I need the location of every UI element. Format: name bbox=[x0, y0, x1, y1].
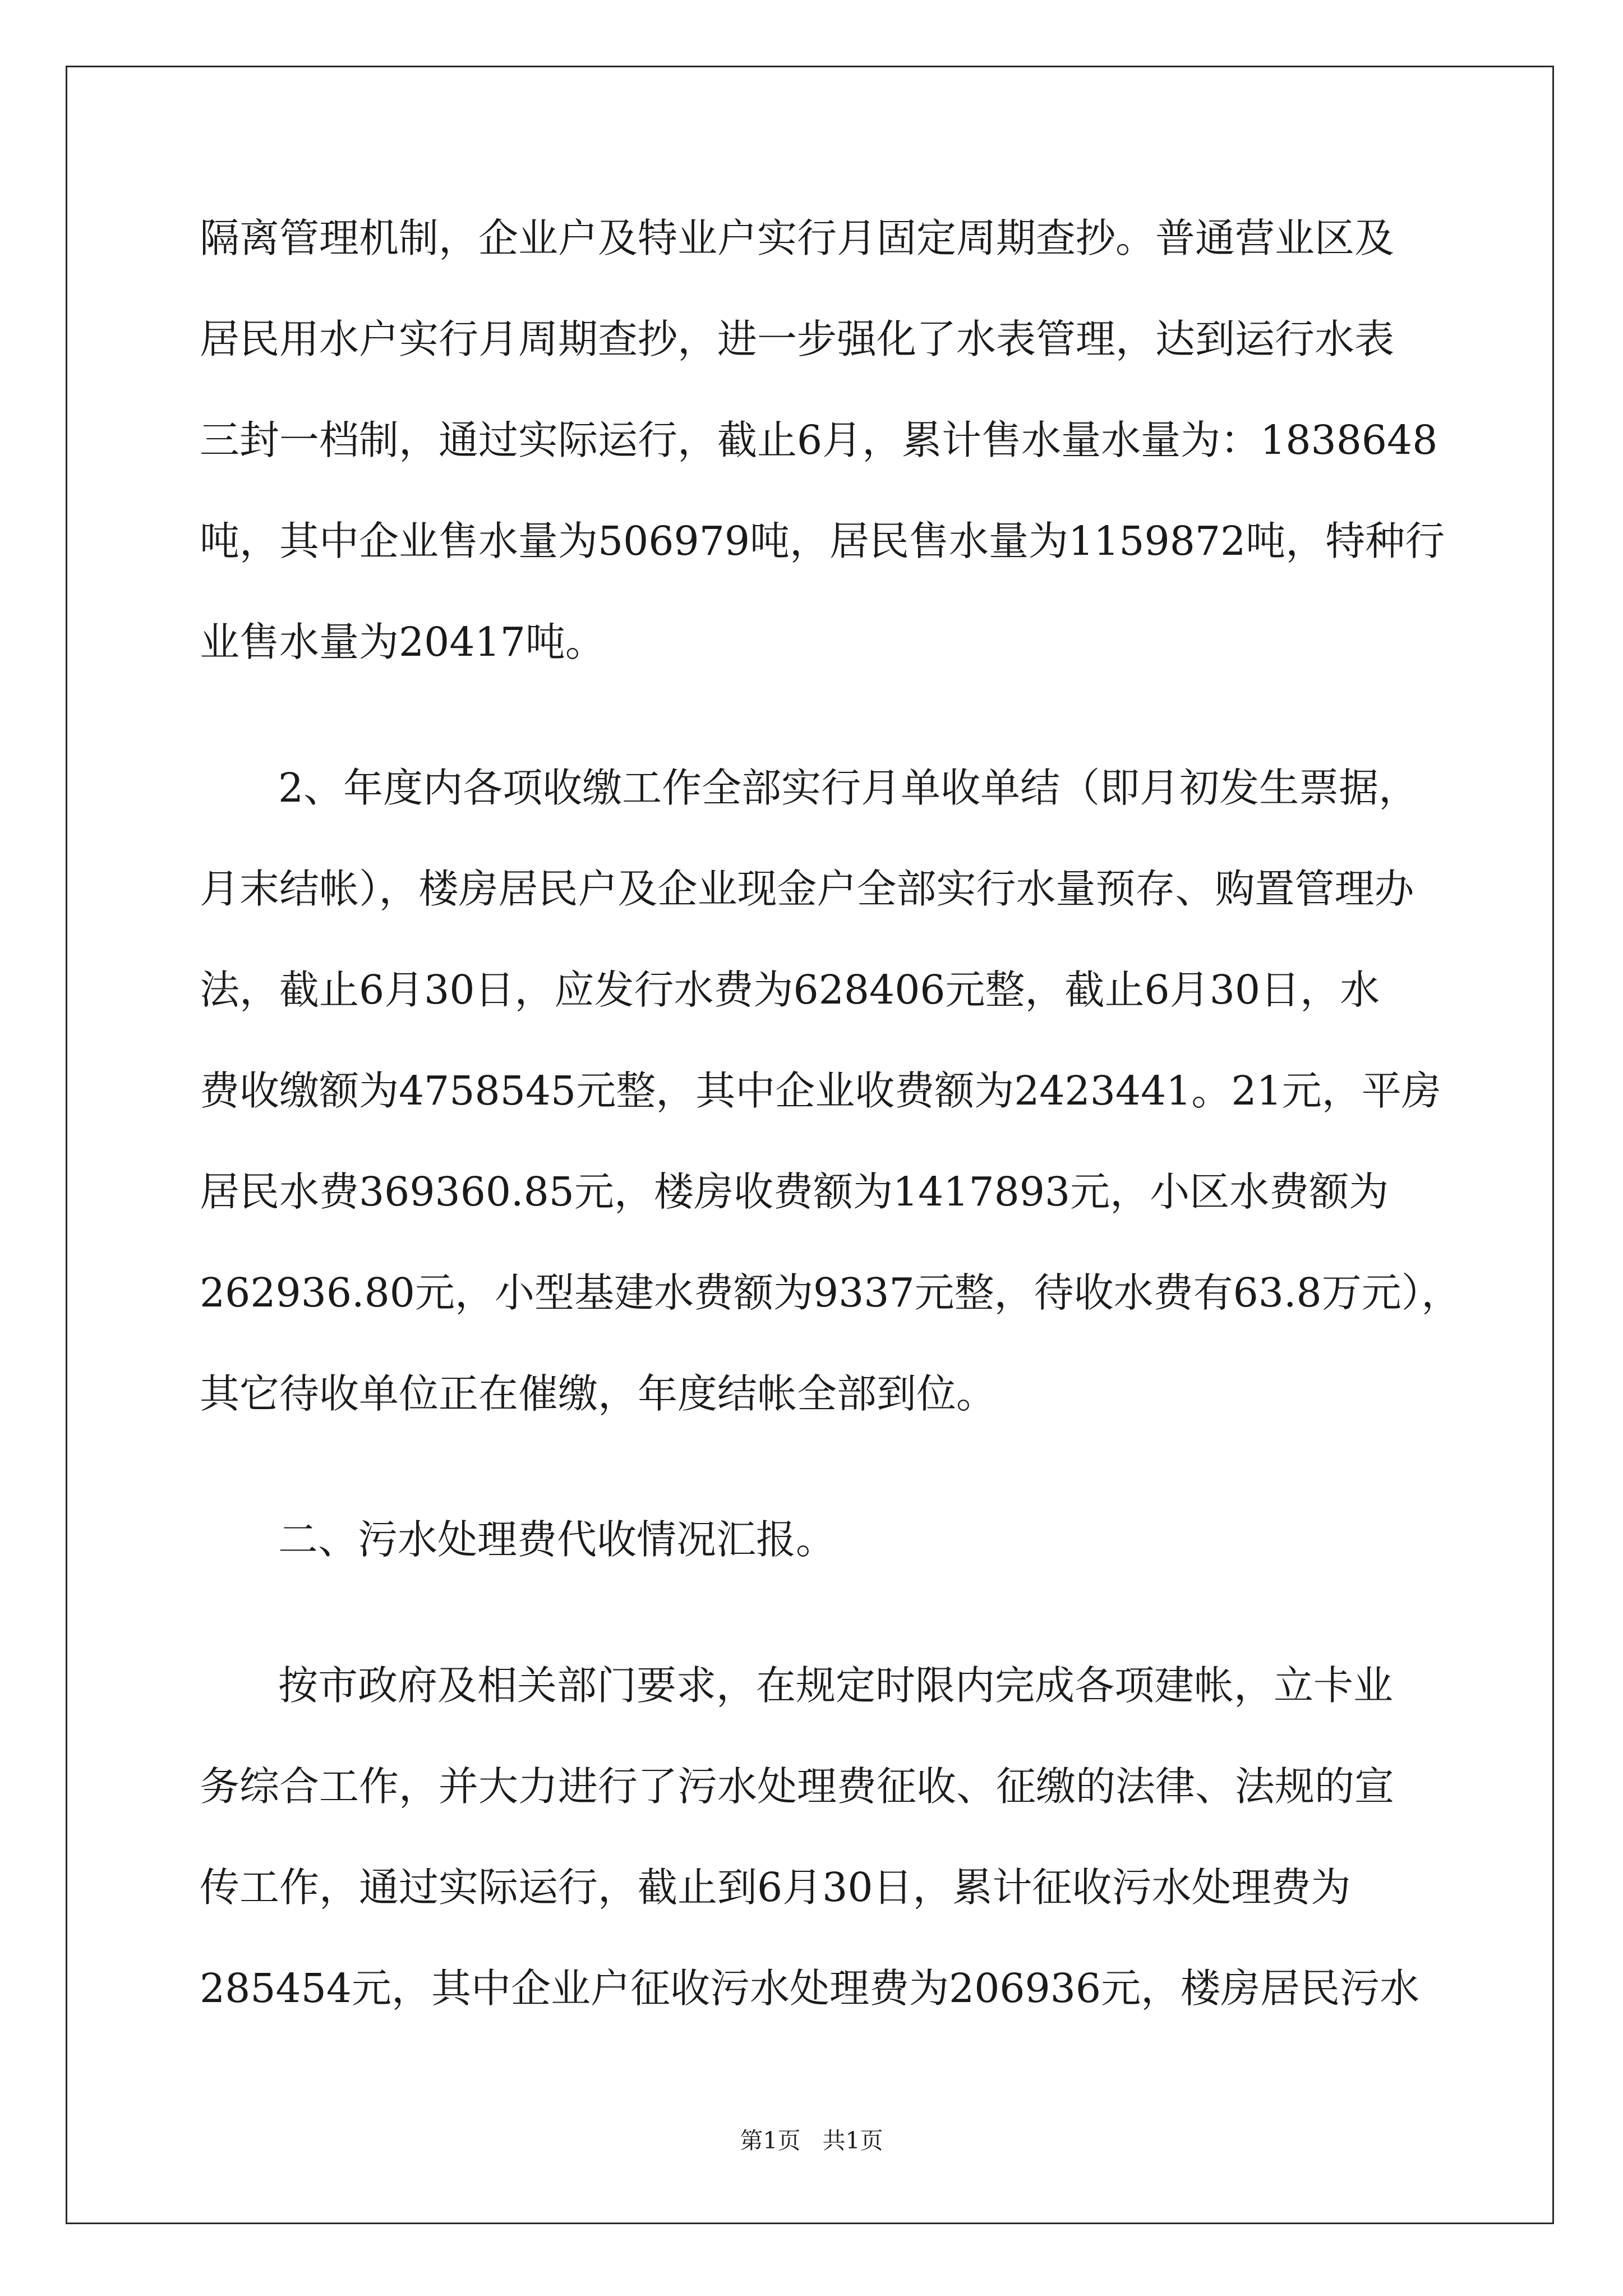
text-line: 285454元，其中企业户征收污水处理费为206936元，楼房居民污水 bbox=[200, 1965, 1420, 2012]
text-line: 按市政府及相关部门要求，在规定时限内完成各项建帐，立卡业 bbox=[278, 1662, 1394, 1709]
text-line: 居民用水户实行月周期查抄，进一步强化了水表管理，达到运行水表 bbox=[200, 316, 1395, 362]
text-line: 隔离管理机制，企业户及特业户实行月固定周期查抄。普通营业区及 bbox=[200, 215, 1395, 261]
text-line: 务综合工作，并大力进行了污水处理费征收、征缴的法律、法规的宣 bbox=[200, 1763, 1395, 1810]
text-line: 月末结帐），楼房居民户及企业现金户全部实行水量预存、购置管理办 bbox=[200, 866, 1414, 912]
text-line: 居民水费369360.85元，楼房收费额为1417893元，小区水费额为 bbox=[200, 1168, 1389, 1215]
text-line: 其它待收单位正在催缴，年度结帐全部到位。 bbox=[200, 1370, 997, 1417]
text-line: 业售水量为20417吨。 bbox=[200, 619, 605, 665]
text-line: 262936.80元，小型基建水费额为9337元整，待收水费有63.8万元）， bbox=[200, 1269, 1461, 1316]
text-line: 三封一档制，通过实际运行，截止6月，累计售水量水量为：1838648 bbox=[200, 417, 1438, 463]
text-line: 吨，其中企业售水量为506979吨，居民售水量为1159872吨，特种行 bbox=[200, 518, 1445, 564]
text-line: 费收缴额为4758545元整，其中企业收费额为2423441。21元，平房 bbox=[200, 1068, 1441, 1114]
page-footer: 第1页 共1页 bbox=[740, 2127, 883, 2154]
section-heading: 二、污水处理费代收情况汇报。 bbox=[278, 1516, 836, 1563]
text-line: 2、年度内各项收缴工作全部实行月单收单结（即月初发生票据， bbox=[278, 765, 1419, 811]
text-line: 传工作，通过实际运行，截止到6月30日，累计征收污水处理费为 bbox=[200, 1864, 1351, 1911]
text-line: 法，截止6月30日，应发行水费为628406元整，截止6月30日，水 bbox=[200, 967, 1380, 1013]
